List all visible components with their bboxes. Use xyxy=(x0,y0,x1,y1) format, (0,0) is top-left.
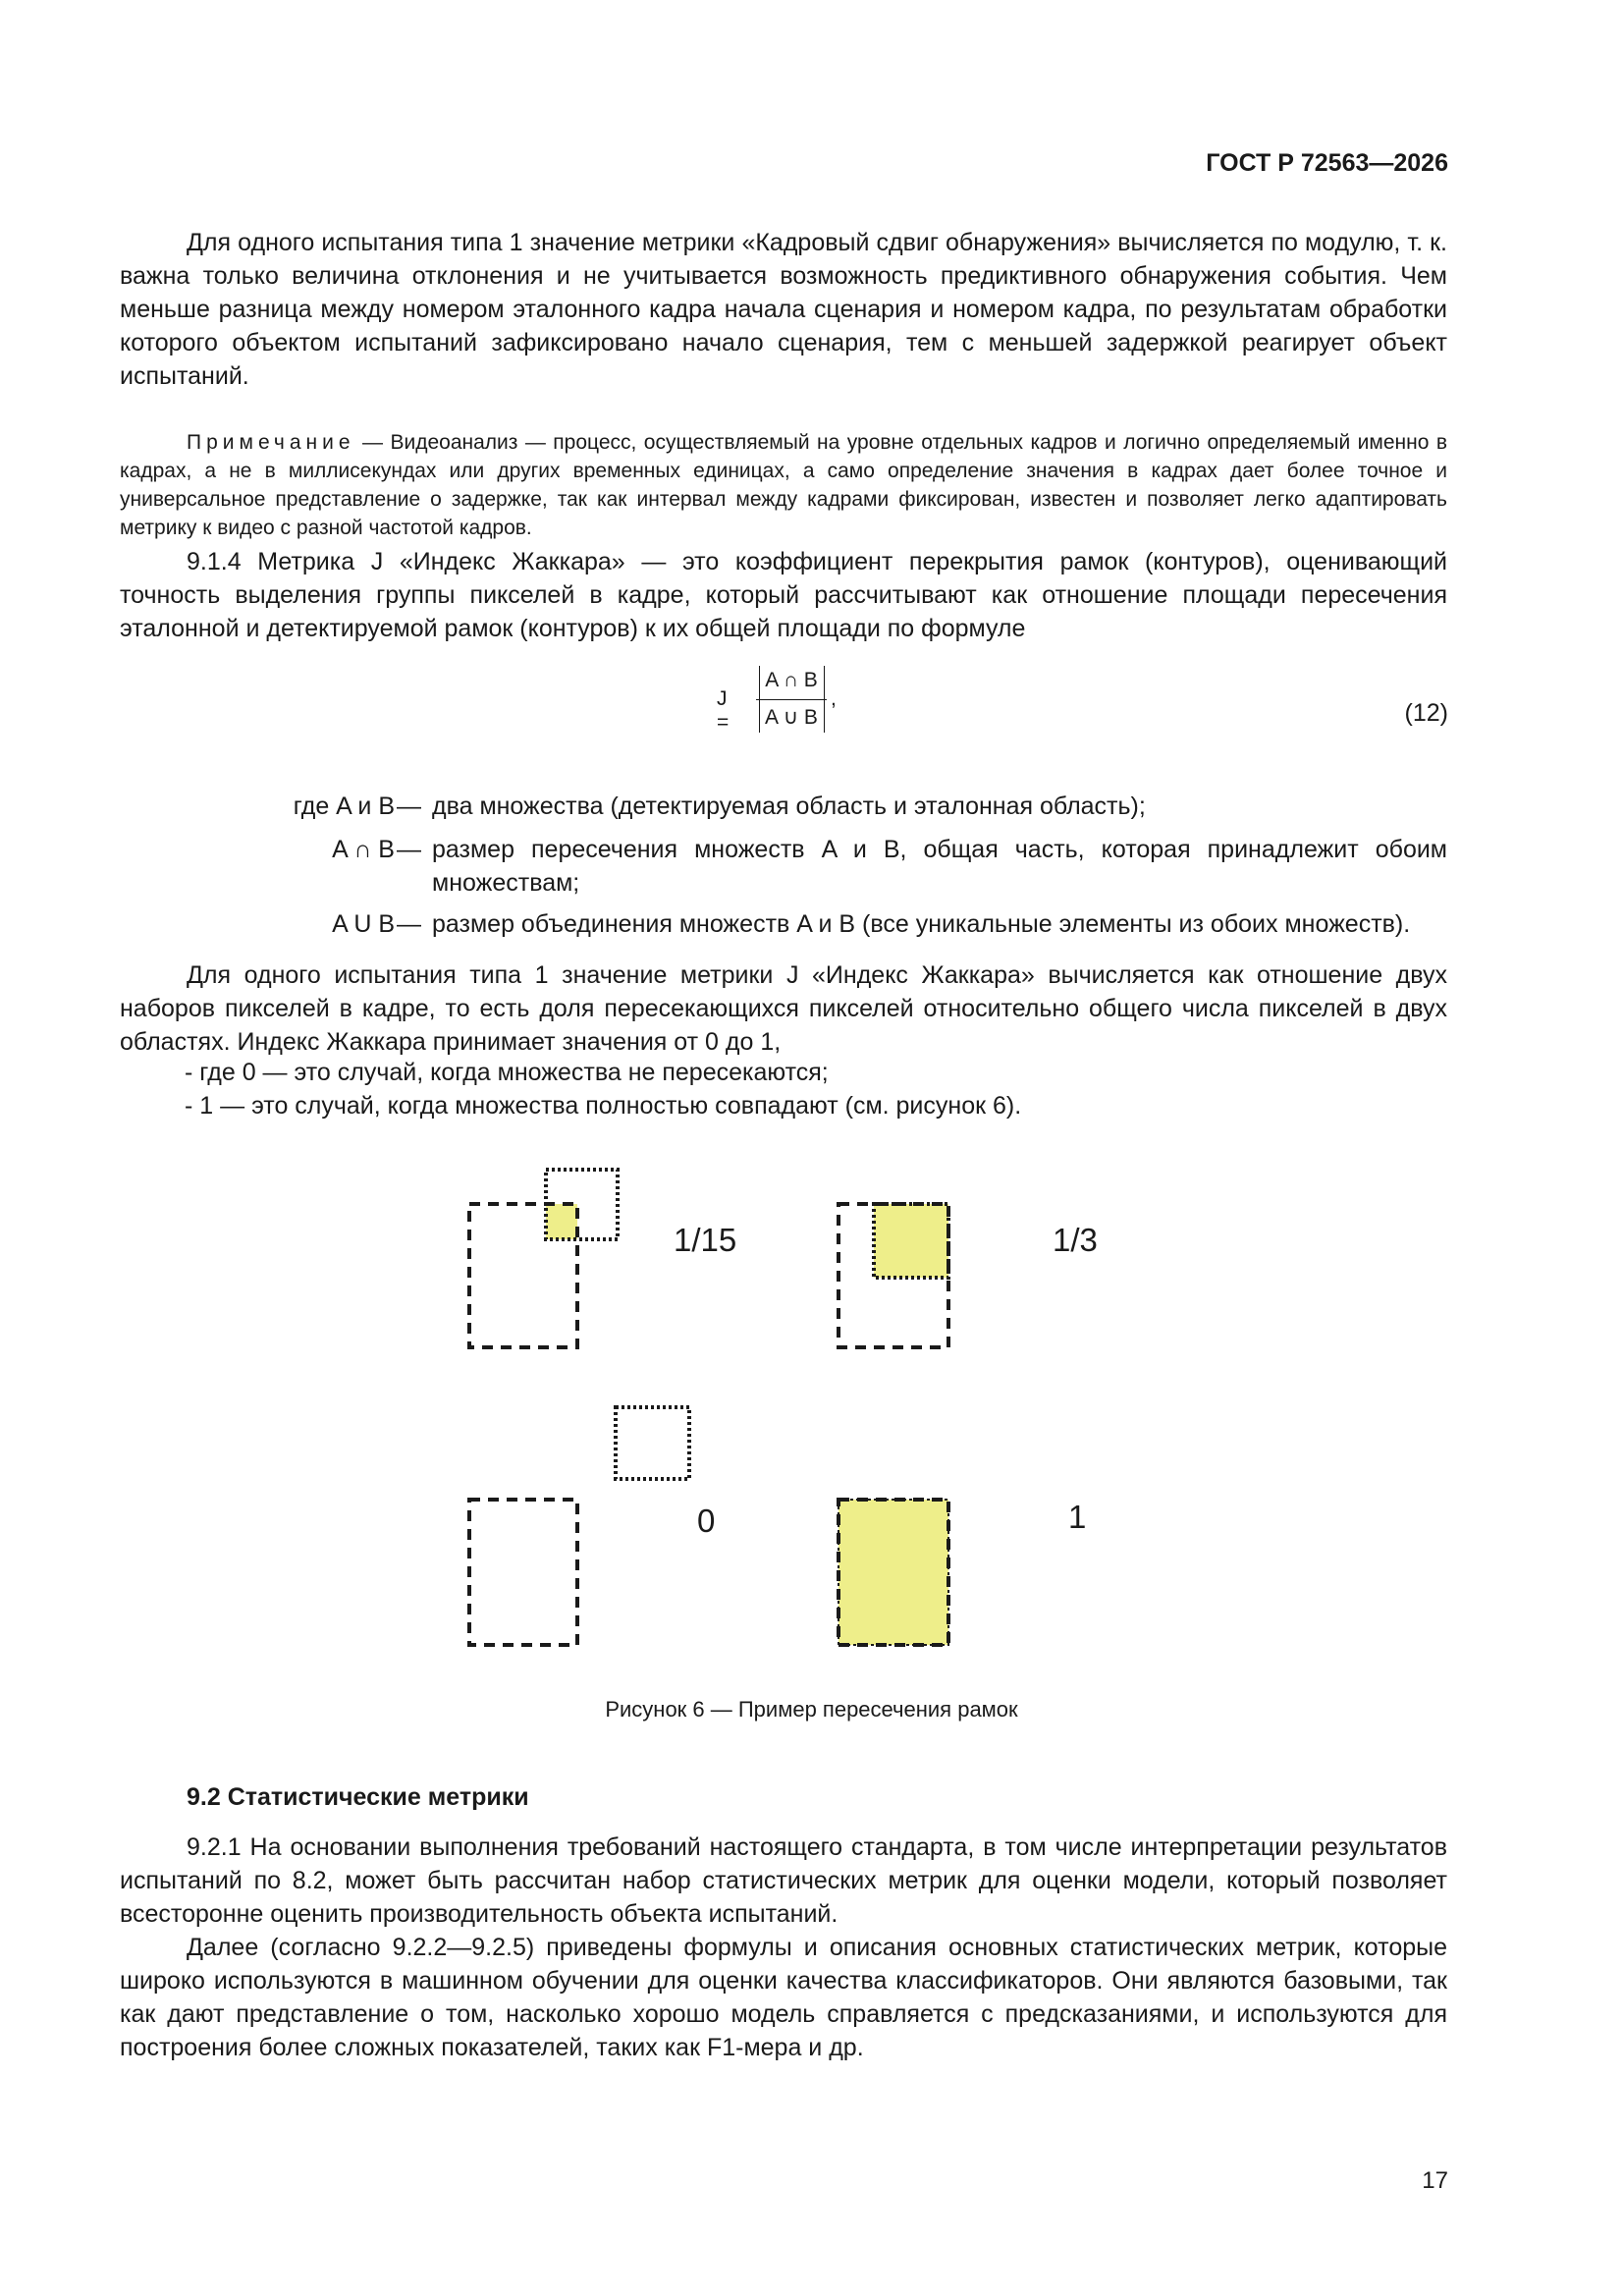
note-text: — Видеоанализ — процесс, осуществляемый на уровне отдельных кадров и логично определяемый именно в кадрах, а не в миллисекундах или других временных единицах, а само определение значения в кадрах дает более точное и универсальное представление о задержке, так как интервал между кадрами фиксирован, известен и позволяет легко адаптировать метрику к видео с разной частотой кадров. xyxy=(120,431,1447,539)
detected-frame xyxy=(469,1500,577,1645)
definition-dash: — xyxy=(397,793,421,820)
paragraph-classifier-metrics: Далее (согласно 9.2.2—9.2.5) приведены формулы и описания основных статистических метрик, которые широко используются в машинном обучении для оценки качества классификаторов. Они являются базовыми, так как дают представление о том, насколько хорошо модель справляется с предсказаниями, и используются для построения более сложных показателей, таких как F1-мера и др. xyxy=(120,1934,1447,2061)
figure-caption: Рисунок 6 — Пример пересечения рамок xyxy=(605,1697,1018,1722)
figure-value-label: 1 xyxy=(1068,1499,1087,1535)
formula-numerator: A ∩ B xyxy=(765,669,818,691)
equation-number: (12) xyxy=(1404,699,1448,727)
paragraph-jaccard-range: Для одного испытания типа 1 значение метрики J «Индекс Жаккара» вычисляется как отношение двух наборов пикселей в кадре, то есть доля пересекающихся пикселей относительно общего числа пикселей в двух областях. Индекс Жаккара принимает значения от 0 до 1, xyxy=(120,961,1447,1056)
document-id: ГОСТ Р 72563—2026 xyxy=(1206,149,1448,177)
figure-value-label: 1/3 xyxy=(1053,1222,1098,1258)
paragraph-statistical-metrics: 9.2.1 На основании выполнения требований настоящего стандарта, в том числе интерпретации результатов испытаний по 8.2, может быть рассчитан набор статистических метрик для оценки модели, который позволяет всесторонне оценить производительность объекта испытаний. xyxy=(120,1833,1447,1928)
example-1-15 xyxy=(469,1170,618,1347)
formula-denominator: A ∪ B xyxy=(765,706,818,729)
definition-dash: — xyxy=(397,910,421,938)
example-1-3 xyxy=(839,1204,948,1347)
formula-lhs: J = xyxy=(717,687,730,734)
intersection-fill xyxy=(839,1500,948,1645)
definition-dash: — xyxy=(397,836,421,863)
list-item: - 1 — это случай, когда множества полностью совпадают (см. рисунок 6). xyxy=(185,1092,1022,1120)
definition-symbol: A U B xyxy=(332,910,395,938)
intersection-fill xyxy=(546,1204,577,1239)
definition-symbol: A ∩ B xyxy=(332,836,395,863)
definition-text: размер пересечения множеств A и B, общая часть, которая принадлежит обоим множествам; xyxy=(432,836,1447,897)
figure-value-label: 1/15 xyxy=(674,1222,737,1258)
intersection-fill xyxy=(874,1204,948,1278)
paragraph-jaccard-definition: 9.1.4 Метрика J «Индекс Жаккара» — это коэффициент перекрытия рамок (контуров), оценивающий точность выделения группы пикселей в кадре, который рассчитывают как отношение площади пересечения эталонной и детектируемой рамок (контуров) к их общей площади по формуле xyxy=(120,548,1447,642)
reference-frame xyxy=(616,1407,689,1479)
page-number: 17 xyxy=(1422,2167,1448,2194)
example-0 xyxy=(469,1407,689,1645)
paragraph-frame-shift: Для одного испытания типа 1 значение метрики «Кадровый сдвиг обнаружения» вычисляется по модулю, т. к. важна только величина отклонения и не учитывается возможность предиктивного обнаружения события. Чем меньше разница между номером эталонного кадра начала сценария и номером кадра, по результатам обработки которого объектом испытаний зафиксировано начало сценария, тем с меньшей задержкой реагирует объект испытаний. xyxy=(120,229,1447,390)
list-item: - где 0 — это случай, когда множества не пересекаются; xyxy=(185,1059,829,1086)
figure-value-label: 0 xyxy=(697,1503,716,1539)
note-label: Примечание xyxy=(187,431,355,454)
example-1 xyxy=(839,1500,948,1645)
definition-symbol: где A и B xyxy=(293,793,395,820)
definition-text: два множества (детектируемая область и эталонная область); xyxy=(432,793,1146,820)
section-title: 9.2 Статистические метрики xyxy=(187,1783,529,1811)
definition-text: размер объединения множеств A и B (все уникальные элементы из обоих множеств). xyxy=(432,910,1411,938)
formula-comma: , xyxy=(831,687,837,710)
